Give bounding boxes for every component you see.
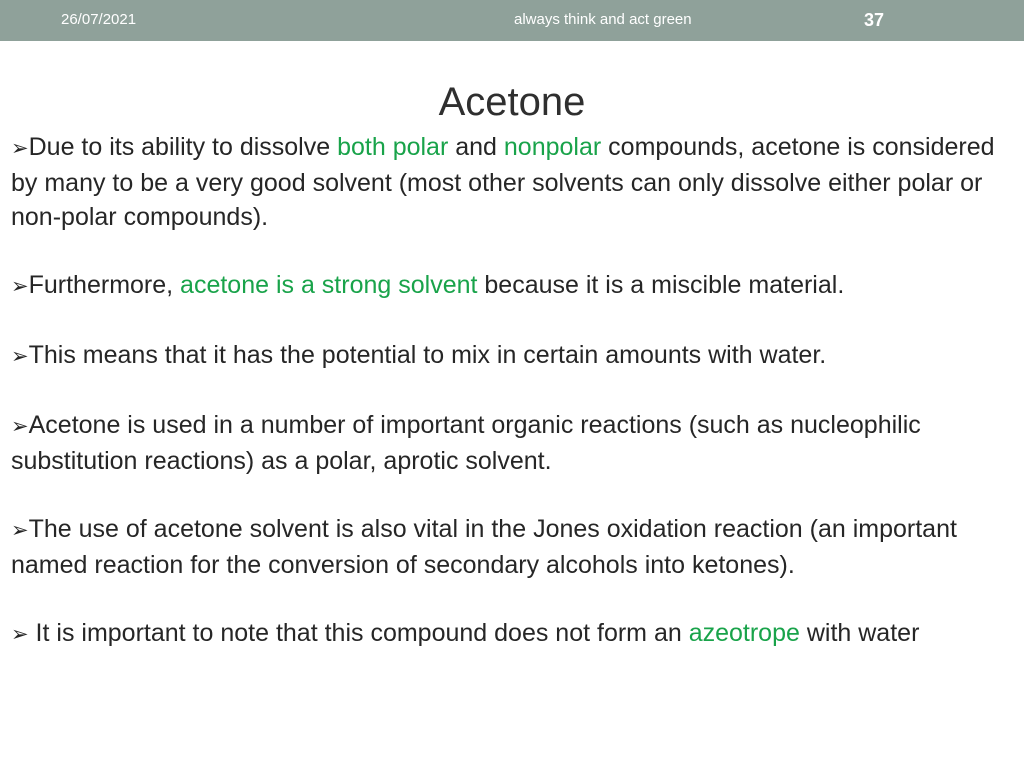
highlight-text: nonpolar	[503, 133, 602, 161]
bullet-paragraph	[11, 130, 1011, 234]
bullet-arrow-icon: ➢	[11, 137, 29, 160]
bullet-text: It is important to note that this compound does not form an	[28, 619, 689, 647]
slide-number: 37	[864, 10, 885, 30]
slide-body	[11, 130, 1011, 686]
bullet-paragraph	[11, 616, 1011, 652]
slide-title: Acetone	[438, 80, 586, 124]
slide-header-bar	[0, 0, 1024, 41]
bullet-text: with water	[799, 619, 920, 647]
highlight-text: both polar	[337, 133, 449, 161]
bullet-text: Furthermore,	[28, 271, 181, 299]
bullet-arrow-icon: ➢	[11, 623, 29, 646]
bullet-text: Acetone is used in a number of important organic reactions (such as nucleophilic substitution reactions) as a polar, aprotic solvent.	[11, 411, 921, 475]
bullet-paragraph	[11, 338, 1011, 374]
bullet-arrow-icon: ➢	[11, 345, 29, 368]
bullet-text: compounds, acetone is considered by many to be a very good solvent (most other solvents can only dissolve either polar or non-polar compounds).	[11, 133, 995, 231]
highlight-text: acetone is a strong solvent	[180, 271, 478, 299]
bullet-arrow-icon: ➢	[11, 415, 29, 438]
bullet-paragraph	[11, 268, 1011, 304]
highlight-text: azeotrope	[688, 619, 800, 647]
slide-footer-text: always think and act green	[514, 11, 692, 28]
slide-date: 26/07/2021	[61, 11, 137, 28]
bullet-text: Due to its ability to dissolve	[28, 133, 338, 161]
bullet-text: This means that it has the potential to mix in certain amounts with water.	[28, 341, 827, 369]
bullet-paragraph	[11, 512, 1011, 582]
bullet-arrow-icon: ➢	[11, 275, 29, 298]
bullet-text: The use of acetone solvent is also vital in the Jones oxidation reaction (an important named reaction for the conversion of secondary alcohols into ketones).	[11, 515, 957, 579]
bullet-arrow-icon: ➢	[11, 519, 29, 542]
bullet-paragraph	[11, 408, 1011, 478]
bullet-text: because it is a miscible material.	[477, 271, 845, 299]
bullet-text: and	[448, 133, 504, 161]
